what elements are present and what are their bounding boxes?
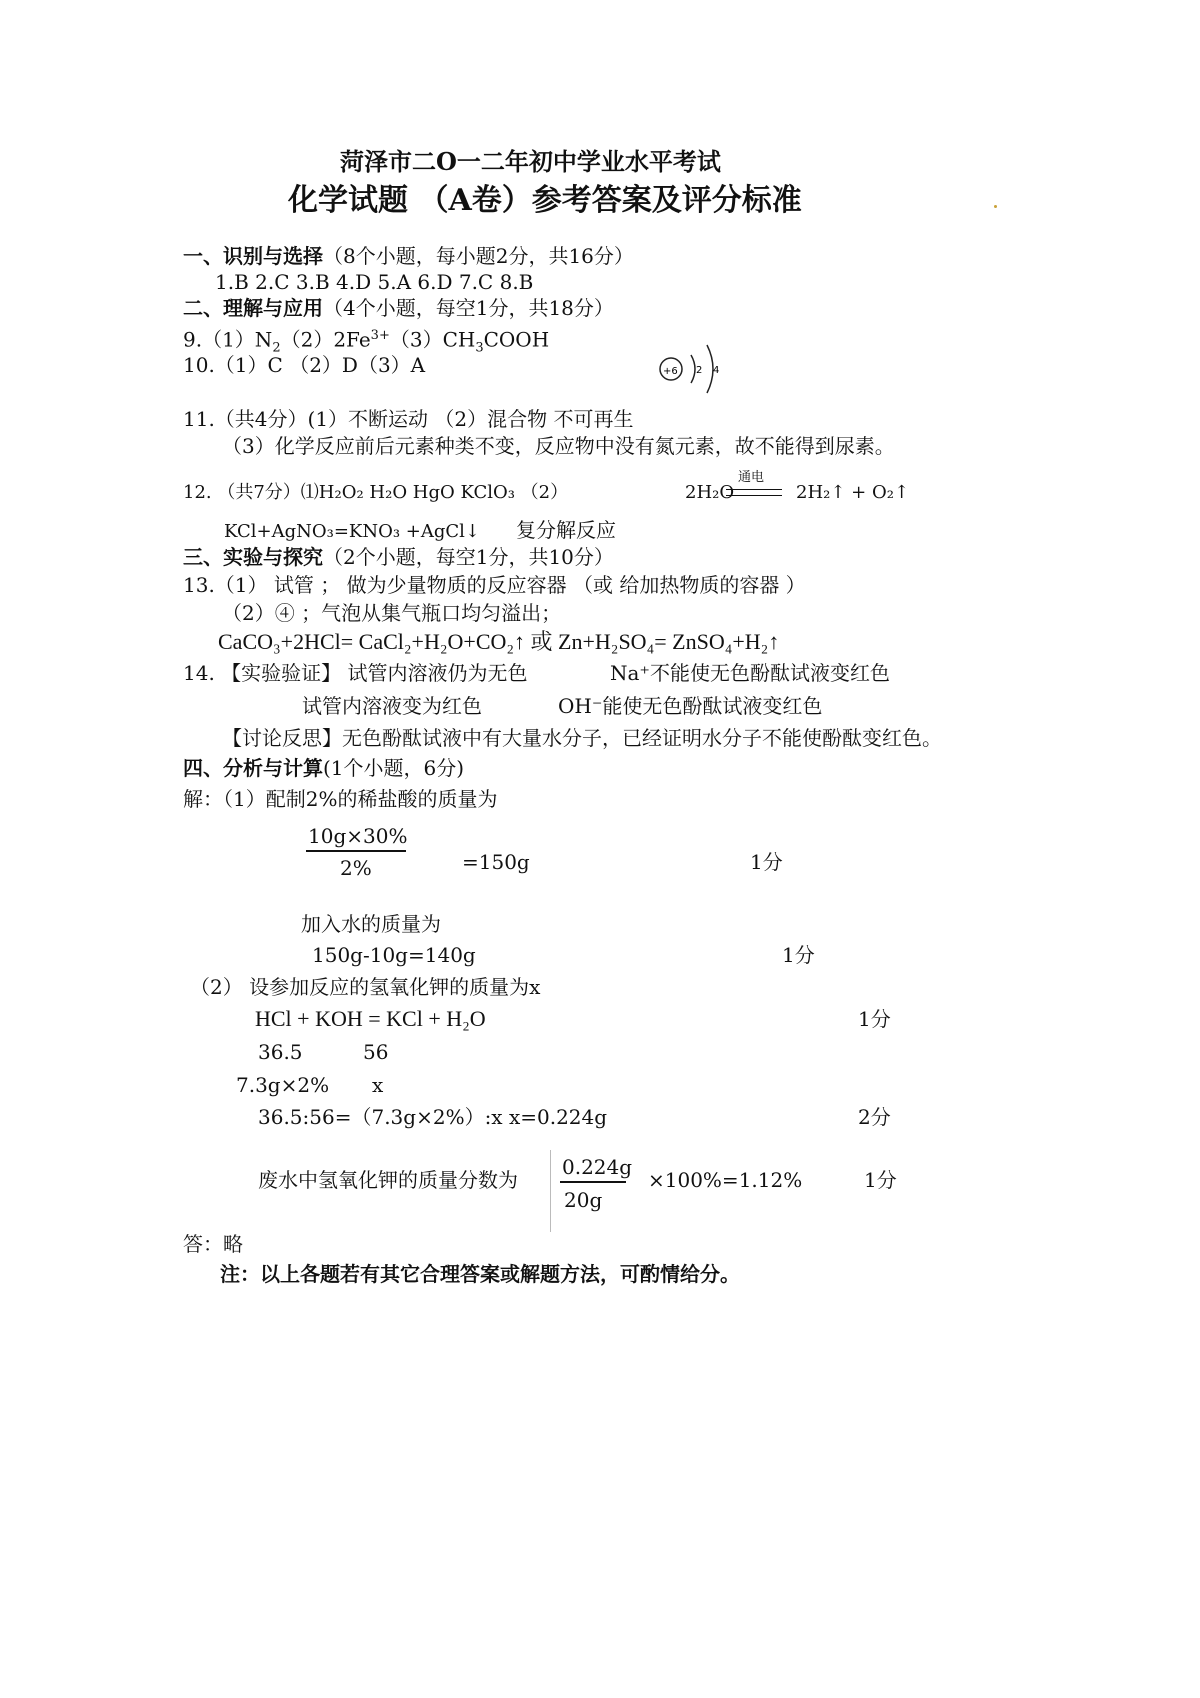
q13-equations: CaCO₃+2HCl= CaCl₂+H₂O+CO₂↑ 或 Zn+H₂SO₄= ZnSO₄+H₂↑ (218, 629, 780, 654)
fraction1-numerator: 10g×30% (308, 824, 408, 848)
q9-sub1: 2 (272, 340, 281, 356)
footnote: 注：以上各题若有其它合理答案或解题方法，可酌情给分。 (220, 1262, 740, 1286)
atom-shell-2-electrons: 4 (713, 365, 720, 376)
ratio-line: 36.5:56=（7.3g×2%）:x x=0.224g (258, 1105, 608, 1129)
section-3-title: 三、实验与探究 (183, 545, 323, 569)
section-1-heading (183, 244, 634, 268)
calc-equation: HCl + KOH = KCl + H₂O (255, 1006, 486, 1031)
atom-shell-1-electrons: 2 (696, 365, 703, 376)
q12-eq-left: 2H₂O (685, 482, 735, 503)
atom-nucleus-label: +6 (663, 366, 678, 377)
section-1-note: （8个小题，每小题2分，共16分） (323, 244, 634, 268)
fraction2-label: 废水中氢氧化钾的质量分数为 (258, 1168, 518, 1192)
value-koh: x (372, 1073, 384, 1097)
section-4-note: (1个小题，6分) (323, 756, 465, 780)
answer-line: 答：略 (183, 1232, 243, 1256)
q9-part4: COOH (483, 327, 550, 352)
q12-line2 (224, 518, 616, 544)
q9-sup1: 3+ (370, 328, 390, 343)
calc-line2: 加入水的质量为 (301, 912, 441, 936)
atom-shell-1 (691, 355, 695, 383)
section-4-title: 四、分析与计算 (183, 756, 323, 780)
score-3: 1分 (858, 1007, 891, 1031)
q10-line: 10.（1）C （2）D（3）A (183, 353, 426, 377)
q14-line3: 【讨论反思】无色酚酞试液中有大量水分子，已经证明水分子不能使酚酞变红色。 (222, 726, 942, 750)
q14-line1a: 14. 【实验验证】 试管内溶液仍为无色 (183, 661, 528, 685)
stray-dot (994, 205, 997, 208)
fraction2-result: ×100%=1.12% (648, 1168, 803, 1192)
molar-mass-hcl: 36.5 (258, 1040, 303, 1064)
score-1: 1分 (750, 850, 783, 874)
q9-sub2: 3 (475, 340, 484, 356)
fraction2-numerator: 0.224g (562, 1155, 633, 1179)
q12-eq-condition: 通电 (738, 470, 765, 485)
molar-mass-koh: 56 (363, 1040, 389, 1064)
fraction2-denominator: 20g (564, 1188, 603, 1212)
q12-eq-right: 2H₂↑ + O₂↑ (796, 482, 910, 503)
section-3-note: （2个小题，每空1分，共10分） (323, 545, 614, 569)
section-2-note: （4个小题，每空1分，共18分） (323, 296, 614, 320)
score-2: 1分 (782, 943, 815, 967)
q14-line2a: 试管内溶液变为红色 (302, 694, 482, 718)
fraction1-denominator: 2% (340, 856, 372, 880)
section-3-heading (183, 545, 614, 569)
title-line2: 化学试题 （A卷）参考答案及评分标准 (288, 183, 802, 218)
q12-reaction: KCl+AgNO₃=KNO₃ +AgCl↓ (224, 521, 481, 542)
fraction1-result: =150g (462, 850, 530, 874)
section-2-heading (183, 296, 614, 320)
title-line1: 菏泽市二O一二年初中学业水平考试 (340, 147, 721, 176)
q9-part3: （3）CH (389, 327, 476, 352)
q11-line1: 11.（共4分）(1）不断运动 （2）混合物 不可再生 (183, 407, 634, 431)
q9-part1: 9.（1）N (183, 327, 273, 352)
fraction1-bar (306, 850, 406, 852)
q9-part2: （2）2Fe (280, 327, 371, 352)
q13-line2: （2）④ ；气泡从集气瓶口均匀溢出； (222, 601, 562, 625)
fraction2-bar (560, 1181, 626, 1183)
score-4: 2分 (858, 1105, 891, 1129)
q13-line1: 13.（1） 试管 ； 做为少量物质的反应容器 （或 给加热物质的容器 ） (183, 573, 806, 597)
q12-eq-arrow (726, 489, 782, 496)
section-1-answers: 1.B 2.C 3.B 4.D 5.A 6.D 7.C 8.B (215, 270, 534, 294)
calc-line1: 解：（1）配制2%的稀盐酸的质量为 (183, 787, 498, 811)
score-5: 1分 (864, 1168, 897, 1192)
q12-reaction-type: 复分解反应 (516, 518, 617, 542)
section-1-title: 一、识别与选择 (183, 244, 323, 268)
q14-line1b: Na⁺不能使无色酚酞试液变红色 (610, 661, 890, 685)
q12-line1: 12. （共7分）⑴H₂O₂ H₂O HgO KClO₃ （2） (183, 482, 569, 503)
value-hcl: 7.3g×2% (236, 1073, 330, 1097)
calc-line4: （2） 设参加反应的氢氧化钾的质量为x (190, 975, 541, 999)
section-4-heading (183, 756, 464, 780)
section-2-title: 二、理解与应用 (183, 296, 323, 320)
fraction2-mark (550, 1150, 551, 1232)
atom-structure-diagram (655, 335, 735, 405)
q14-line2b: OH⁻能使无色酚酞试液变红色 (558, 694, 823, 718)
q11-line2: （3）化学反应前后元素种类不变，反应物中没有氮元素，故不能得到尿素。 (222, 434, 895, 458)
calc-line3: 150g-10g=140g (312, 943, 476, 967)
